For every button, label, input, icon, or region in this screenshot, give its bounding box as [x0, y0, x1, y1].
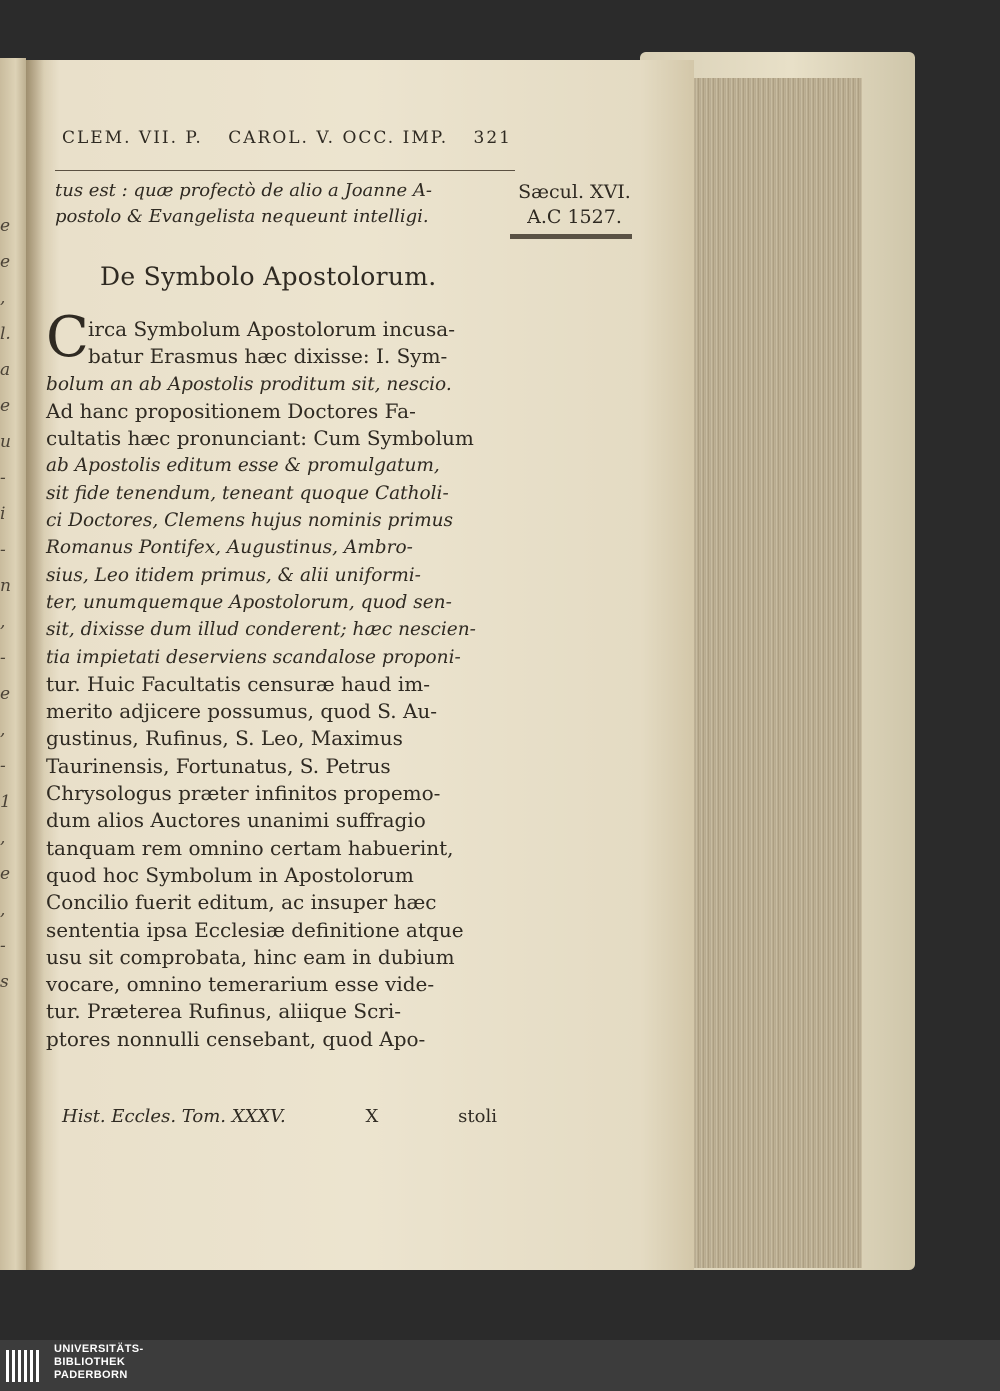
previous-page-mark: - — [0, 648, 6, 668]
text-line: vocare, omnino temerarium esse vide- — [46, 972, 435, 997]
catchword: stoli — [458, 1106, 497, 1127]
page-footer — [62, 1106, 497, 1127]
text-line: batur Erasmus hæc dixisse: I. Sym- — [88, 344, 448, 369]
previous-page-mark: l. — [0, 324, 11, 344]
previous-page-mark: - — [0, 936, 6, 956]
section-heading: De Symbolo Apostolorum. — [100, 262, 437, 291]
text-line: tanquam rem omnino certam habuerint, — [46, 835, 454, 860]
text-line: ci Doctores, Clemens hujus nominis primus — [46, 510, 454, 532]
text-line: sententia ipsa Ecclesiæ definitione atque — [46, 917, 464, 942]
library-banner — [0, 1340, 1000, 1391]
page-fore-edge — [690, 78, 862, 1268]
previous-page-mark: s — [0, 972, 9, 992]
text-line: Ad hanc propositionem Doctores Fa- — [46, 398, 416, 423]
text-line: Taurinensis, Fortunatus, S. Petrus — [46, 753, 391, 778]
text-line: gustinus, Rufinus, S. Leo, Maximus — [46, 726, 403, 751]
text-line: merito adjicere possumus, quod S. Au- — [46, 699, 438, 724]
intro-line: tus est : quæ profectò de alio a Joanne A- — [55, 180, 432, 201]
drop-capital: C — [46, 305, 89, 370]
body-text — [46, 316, 502, 1053]
previous-page-mark: e — [0, 396, 11, 416]
previous-page-mark: - — [0, 756, 6, 776]
library-name — [54, 1343, 144, 1382]
text-line: irca Symbolum Apostolorum incusa- — [88, 317, 455, 341]
margin-note — [512, 180, 637, 230]
previous-page-mark: , — [0, 288, 6, 308]
previous-page-mark: , — [0, 900, 6, 920]
previous-page-mark: u — [0, 432, 11, 452]
text-line: sius, Leo itidem primus, & alii uniformi- — [46, 564, 421, 586]
text-line: ter, unumquemque Apostolorum, quod sen- — [46, 591, 452, 613]
signature-mark: X — [365, 1106, 379, 1127]
text-line: usu sit comprobata, hinc eam in dubium — [46, 944, 455, 969]
text-line: tur. Præterea Rufinus, aliique Scri- — [46, 999, 401, 1024]
text-line: Chrysologus præter infinitos propemo- — [46, 781, 441, 806]
text-line: sit, dixisse dum illud conderent; hæc nescien- — [46, 619, 476, 641]
footer-title: Hist. Eccles. Tom. XXXV. — [62, 1106, 286, 1127]
previous-page-edge — [0, 58, 26, 1270]
previous-page-mark: - — [0, 468, 6, 488]
previous-page-mark: e — [0, 684, 11, 704]
previous-page-marks — [0, 208, 14, 1000]
library-line: PADERBORN — [54, 1369, 128, 1381]
text-line: Concilio fuerit editum, ac insuper hæc — [46, 890, 437, 915]
text-line: bolum an ab Apostolis proditum sit, nescio. — [46, 373, 452, 395]
previous-page-mark: e — [0, 216, 11, 236]
previous-page-mark: e — [0, 864, 11, 884]
previous-page-mark: e — [0, 252, 11, 272]
previous-page-mark: 1 — [0, 792, 11, 812]
text-line: quod hoc Symbolum in Apostolorum — [46, 862, 414, 887]
text-line: Romanus Pontifex, Augustinus, Ambro- — [46, 537, 413, 559]
margin-year: A.C 1527. — [527, 206, 622, 228]
text-line: tia impietati deserviens scandalose proponi- — [46, 646, 461, 668]
library-line: UNIVERSITÄTS- — [54, 1343, 144, 1355]
page-number: 321 — [473, 128, 512, 148]
gutter-shadow — [26, 60, 44, 1270]
intro-line: postolo & Evangelista nequeunt intelligi. — [55, 206, 429, 227]
previous-page-mark: , — [0, 612, 6, 632]
text-line: cultatis hæc pronunciant: Cum Symbolum — [46, 426, 474, 451]
text-line: dum alios Auctores unanimi suffragio — [46, 808, 426, 833]
previous-page-mark: i — [0, 504, 6, 524]
margin-rule — [510, 234, 632, 239]
header-center: CAROL. V. OCC. IMP. — [228, 128, 449, 148]
text-line: tur. Huic Facultatis censuræ haud im- — [46, 671, 430, 696]
previous-page-mark: n — [0, 576, 11, 596]
intro-text — [55, 178, 495, 230]
header-rule — [55, 170, 515, 171]
library-line: BIBLIOTHEK — [54, 1356, 126, 1368]
previous-page-mark: , — [0, 720, 6, 740]
library-logo-icon — [4, 1346, 44, 1386]
running-header — [62, 128, 512, 148]
header-left: CLEM. VII. P. — [62, 128, 203, 148]
previous-page-mark: a — [0, 360, 11, 380]
previous-page-mark: , — [0, 828, 6, 848]
text-line: ptores nonnulli censebant, quod Apo- — [46, 1026, 426, 1051]
previous-page-mark: - — [0, 540, 6, 560]
text-line: sit fide tenendum, teneant quoque Catholi- — [46, 482, 449, 504]
margin-century: Sæcul. XVI. — [518, 181, 631, 203]
text-line: ab Apostolis editum esse & promulgatum, — [46, 455, 440, 477]
